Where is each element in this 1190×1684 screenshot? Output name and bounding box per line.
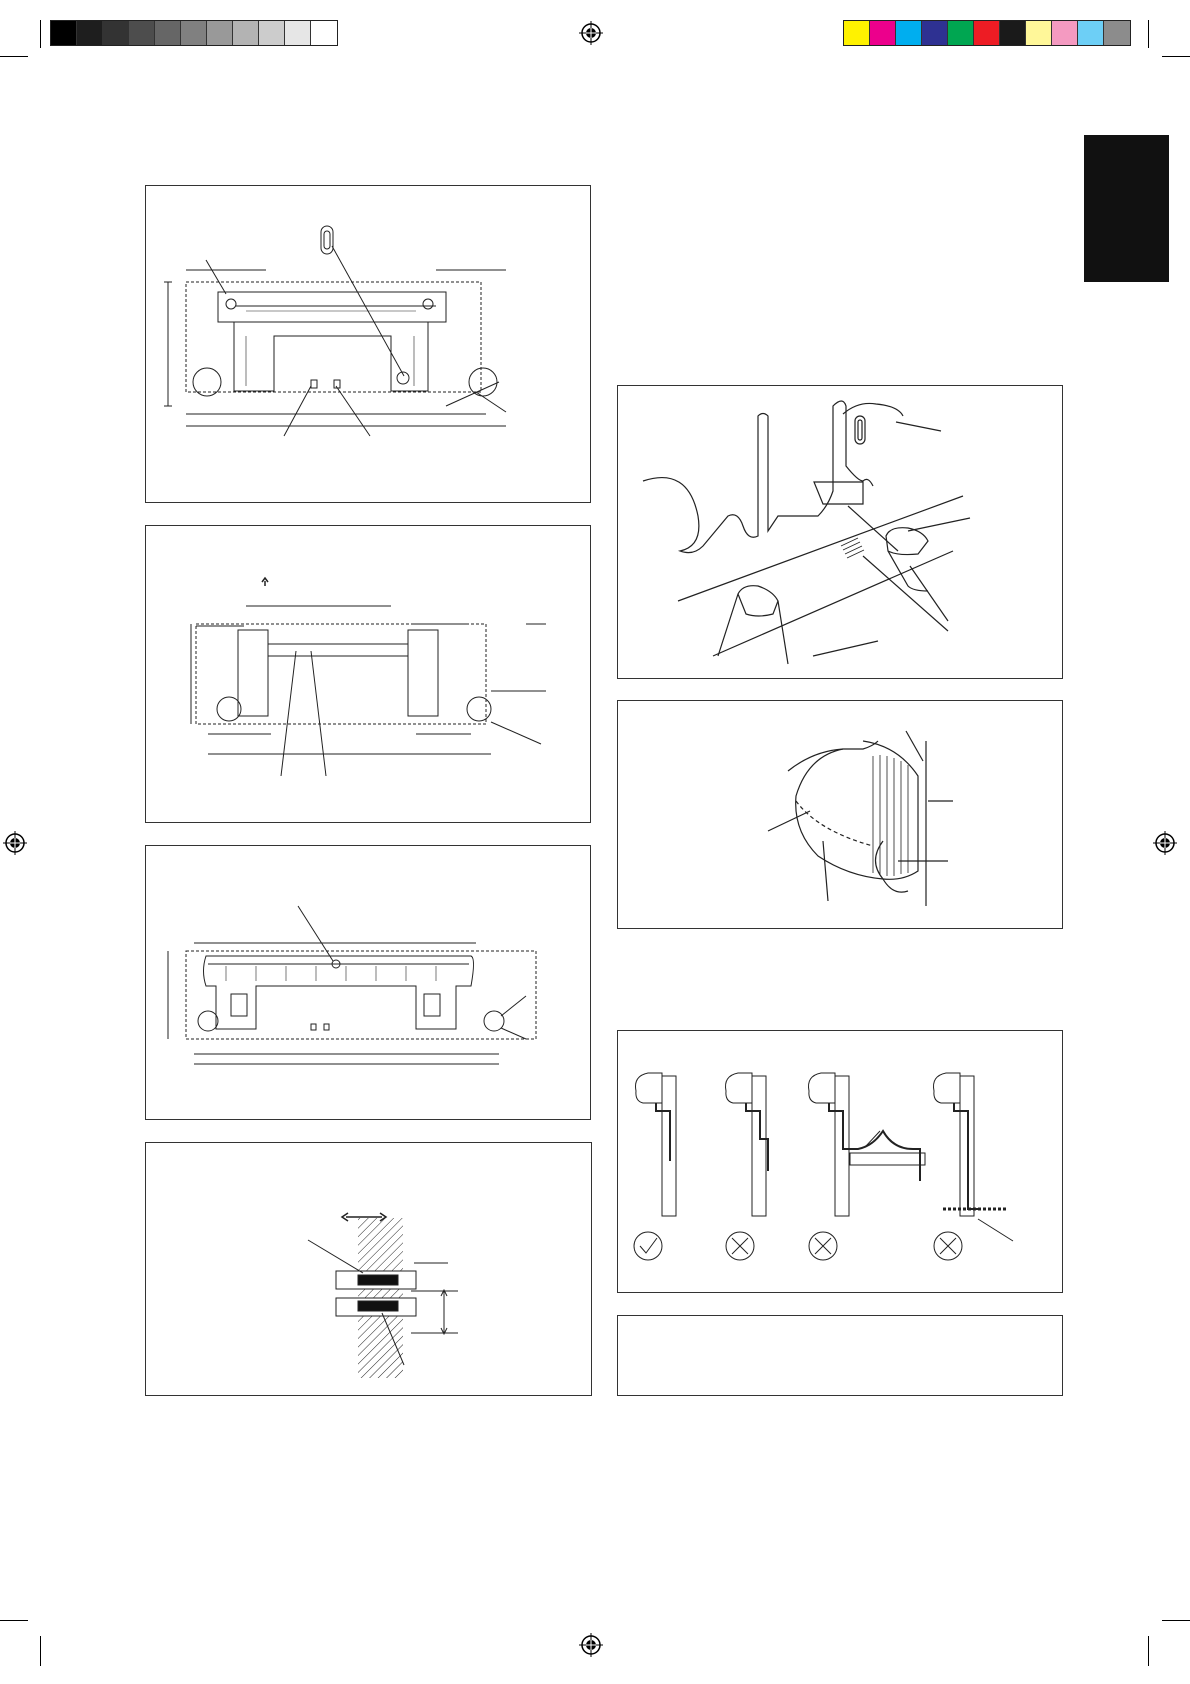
unit-hanging-drawing bbox=[617, 700, 1063, 929]
gray-swatch bbox=[207, 21, 233, 45]
mounting-plate-icon bbox=[146, 186, 592, 504]
mounting-plate-drawing-2 bbox=[145, 525, 591, 823]
pipe-hook-icon bbox=[618, 386, 1064, 680]
drain-hose-icon bbox=[618, 1031, 1064, 1294]
color-swatch bbox=[844, 21, 870, 45]
note-box bbox=[617, 1315, 1063, 1396]
pipe-routing-drawing bbox=[617, 385, 1063, 679]
color-swatch bbox=[922, 21, 948, 45]
registration-mark-bottom bbox=[579, 1633, 603, 1657]
wall-hole-drawing bbox=[145, 1142, 592, 1396]
crop-mark bbox=[0, 1620, 28, 1621]
gray-swatch bbox=[285, 21, 311, 45]
mounting-plate-icon bbox=[146, 526, 592, 824]
color-swatch bbox=[1000, 21, 1026, 45]
drain-hose-drawing bbox=[617, 1030, 1063, 1293]
color-swatch bbox=[1026, 21, 1052, 45]
crop-mark bbox=[40, 20, 41, 48]
mounting-plate-drawing-1 bbox=[145, 185, 591, 503]
gray-calibration-bar bbox=[50, 20, 338, 46]
gray-swatch bbox=[77, 21, 103, 45]
crop-mark bbox=[1148, 1636, 1149, 1666]
registration-mark-left bbox=[3, 831, 27, 855]
mounting-plate-icon bbox=[146, 846, 592, 1121]
gray-swatch bbox=[181, 21, 207, 45]
wall-pipe-icon bbox=[146, 1143, 593, 1397]
crop-mark bbox=[1162, 56, 1190, 57]
color-calibration-bar bbox=[843, 20, 1131, 46]
gray-swatch bbox=[103, 21, 129, 45]
crop-mark bbox=[40, 1636, 41, 1666]
section-tab bbox=[1084, 135, 1169, 282]
registration-mark-top bbox=[579, 21, 603, 45]
crop-mark bbox=[0, 56, 28, 57]
gray-swatch bbox=[233, 21, 259, 45]
color-swatch bbox=[1078, 21, 1104, 45]
crop-mark bbox=[1162, 1620, 1190, 1621]
registration-mark-right bbox=[1153, 831, 1177, 855]
crop-mark bbox=[1148, 20, 1149, 48]
gray-swatch bbox=[155, 21, 181, 45]
color-swatch bbox=[896, 21, 922, 45]
color-swatch bbox=[1104, 21, 1130, 45]
indoor-unit-icon bbox=[618, 701, 1064, 930]
color-swatch bbox=[974, 21, 1000, 45]
ok-mark bbox=[634, 1232, 662, 1260]
gray-swatch bbox=[51, 21, 77, 45]
color-swatch bbox=[1052, 21, 1078, 45]
color-swatch bbox=[870, 21, 896, 45]
color-swatch bbox=[948, 21, 974, 45]
gray-swatch bbox=[311, 21, 337, 45]
gray-swatch bbox=[259, 21, 285, 45]
mounting-plate-drawing-3 bbox=[145, 845, 591, 1120]
gray-swatch bbox=[129, 21, 155, 45]
